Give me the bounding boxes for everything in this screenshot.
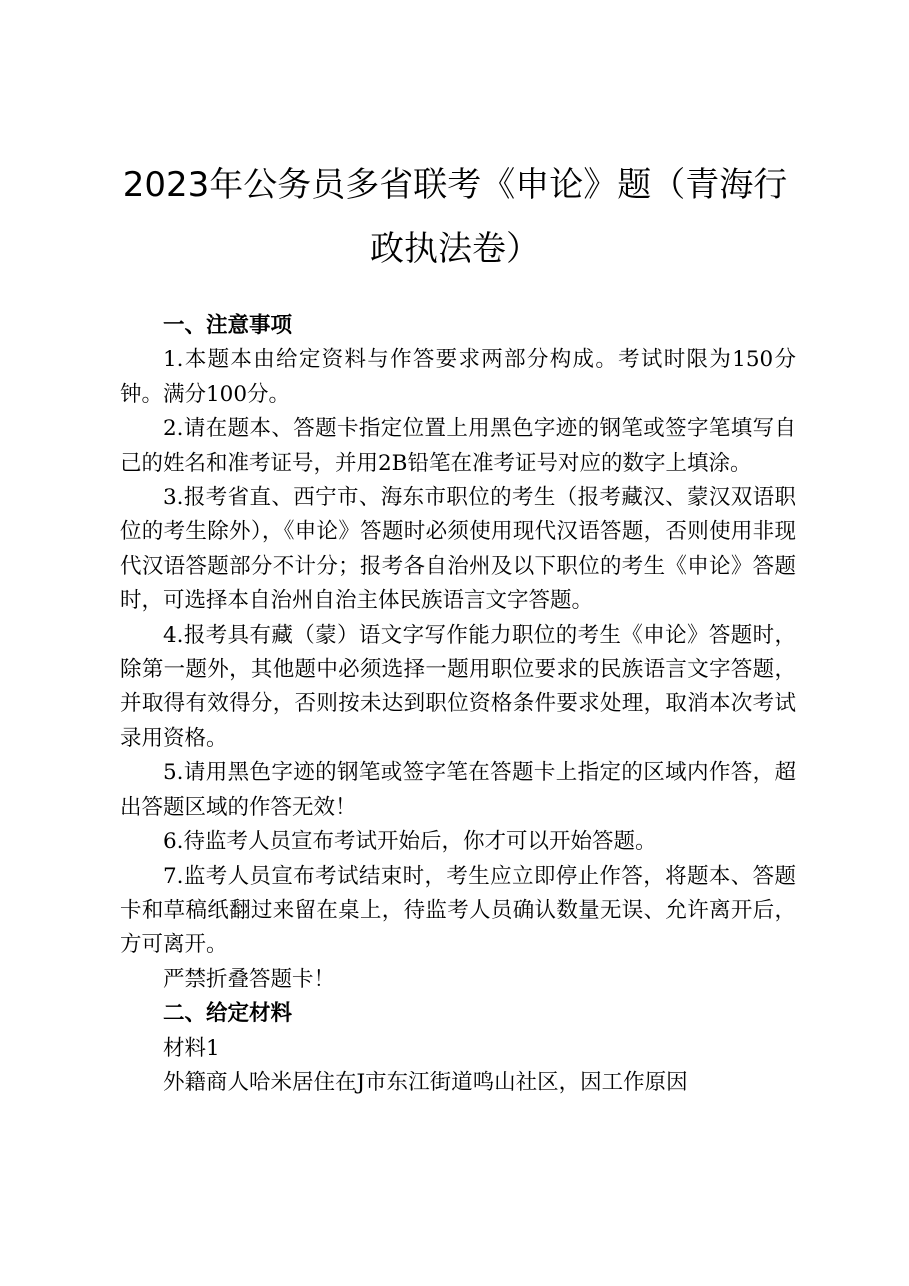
- note-paragraph-2: 2.请在题本、答题卡指定位置上用黑色字迹的钢笔或签字笔填写自己的姓名和准考证号，并用2B铅笔在准考证号对应的数字上填涂。: [120, 416, 796, 476]
- note-paragraph-6: 6.待监考人员宣布考试开始后，你才可以开始答题。: [163, 829, 657, 855]
- note-paragraph-1: 1.本题本由给定资料与作答要求两部分构成。考试时限为150分钟。满分100分。: [120, 347, 796, 407]
- document-title-line-2: 政执法卷）: [370, 229, 540, 269]
- note-paragraph-7: 7.监考人员宣布考试结束时，考生应立即停止作答，将题本、答题卡和草稿纸翻过来留在桌上，待监考人员确认数量无误、允许离开后，方可离开。: [120, 863, 796, 958]
- note-paragraph-4: 4.报考具有藏（蒙）语文字写作能力职位的考生《申论》答题时，除第一题外，其他题中必须选择一题用职位要求的民族语言文字答题，并取得有效得分，否则按未达到职位资格条件要求处理，取消本次考试录用资格。: [120, 622, 796, 751]
- document-title-line-1: 2023年公务员多省联考《申论》题（青海行: [122, 165, 788, 205]
- note-warning: 严禁折叠答题卡！: [163, 966, 336, 992]
- note-paragraph-5: 5.请用黑色字迹的钢笔或签字笔在答题卡上指定的区域内作答，超出答题区域的作答无效！: [120, 760, 796, 820]
- document-body: [120, 309, 796, 1100]
- material-paragraph: 外籍商人哈米居住在J市东江街道鸣山社区，因工作原因: [163, 1069, 688, 1095]
- section-heading-materials: 二、给定材料: [163, 1001, 293, 1027]
- material-label: 材料1: [163, 1035, 220, 1061]
- note-paragraph-3: 3.报考省直、西宁市、海东市职位的考生（报考藏汉、蒙汉双语职位的考生除外），《申论》答题时必须使用现代汉语答题，否则使用非现代汉语答题部分不计分；报考各自治州及以下职位的考生《申论》答题时，可选择本自治州自治主体民族语言文字答题。: [120, 485, 796, 614]
- section-heading-notes: 一、注意事项: [163, 313, 293, 338]
